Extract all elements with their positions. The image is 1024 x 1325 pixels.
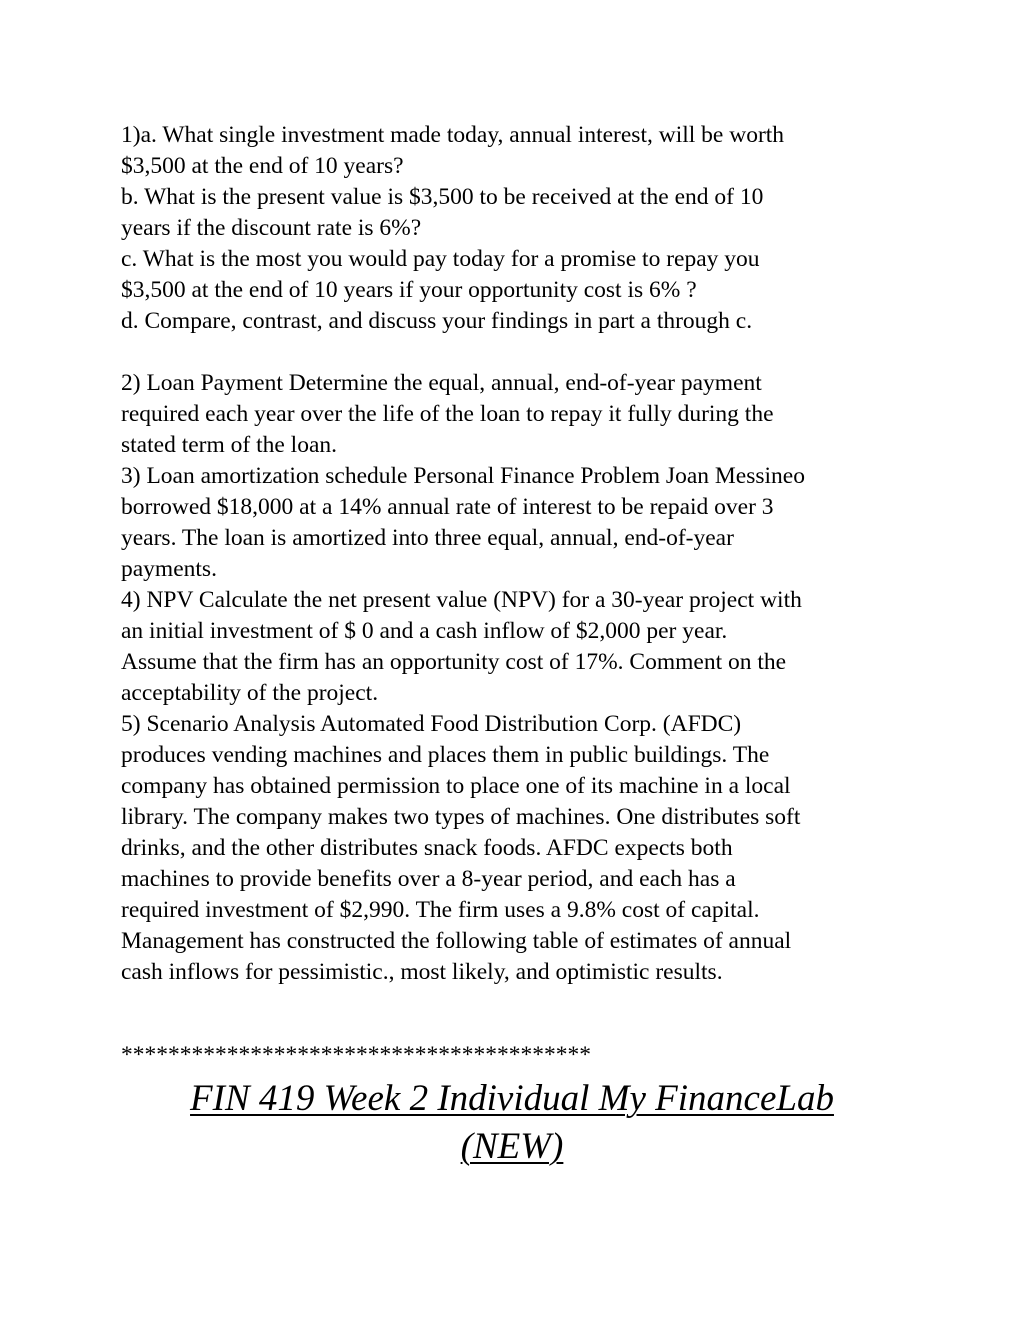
document-title bbox=[112, 1075, 912, 1171]
question-line: 2) Loan Payment Determine the equal, annual, end-of-year payment bbox=[121, 370, 762, 396]
q1-line: c. What is the most you would pay today for a promise to repay you bbox=[121, 246, 760, 272]
question-line: required investment of $2,990. The firm uses a 9.8% cost of capital. bbox=[121, 897, 760, 923]
question-line: an initial investment of $ 0 and a cash inflow of $2,000 per year. bbox=[121, 618, 728, 644]
question-line: required each year over the life of the loan to repay it fully during the bbox=[121, 401, 774, 427]
questions-block bbox=[121, 120, 921, 988]
question-line: payments. bbox=[121, 556, 217, 582]
q1-line: years if the discount rate is 6%? bbox=[121, 215, 422, 241]
question-line: library. The company makes two types of machines. One distributes soft bbox=[121, 804, 801, 830]
question-line: produces vending machines and places them in public buildings. The bbox=[121, 742, 770, 768]
question-line: years. The loan is amortized into three equal, annual, end-of-year bbox=[121, 525, 734, 551]
question-line: stated term of the loan. bbox=[121, 432, 337, 458]
question-line: 3) Loan amortization schedule Personal Finance Problem Joan Messineo bbox=[121, 463, 805, 489]
q1-line: d. Compare, contrast, and discuss your findings in part a through c. bbox=[121, 308, 753, 334]
title-line: FIN 419 Week 2 Individual My FinanceLab bbox=[190, 1078, 834, 1119]
q1-line: $3,500 at the end of 10 years? bbox=[121, 153, 404, 179]
question-line: drinks, and the other distributes snack foods. AFDC expects both bbox=[121, 835, 733, 861]
question-line: acceptability of the project. bbox=[121, 680, 379, 706]
question-line: machines to provide benefits over a 8-year period, and each has a bbox=[121, 866, 736, 892]
q1-line: b. What is the present value is $3,500 to be received at the end of 10 bbox=[121, 184, 764, 210]
question-line: 5) Scenario Analysis Automated Food Distribution Corp. (AFDC) bbox=[121, 711, 742, 737]
title-line: (NEW) bbox=[460, 1126, 564, 1167]
asterisk-separator: **************************************** bbox=[121, 1042, 591, 1068]
question-line: borrowed $18,000 at a 14% annual rate of interest to be repaid over 3 bbox=[121, 494, 774, 520]
question-line: 4) NPV Calculate the net present value (NPV) for a 30-year project with bbox=[121, 587, 802, 613]
q1-line: $3,500 at the end of 10 years if your opportunity cost is 6% ? bbox=[121, 277, 697, 303]
paragraph-gap bbox=[121, 337, 921, 368]
q1-line: 1)a. What single investment made today, annual interest, will be worth bbox=[121, 122, 785, 148]
question-line: company has obtained permission to place one of its machine in a local bbox=[121, 773, 791, 799]
question-line: Assume that the firm has an opportunity cost of 17%. Comment on the bbox=[121, 649, 787, 675]
question-line: Management has constructed the following table of estimates of annual bbox=[121, 928, 792, 954]
question-line: cash inflows for pessimistic., most likely, and optimistic results. bbox=[121, 959, 723, 985]
